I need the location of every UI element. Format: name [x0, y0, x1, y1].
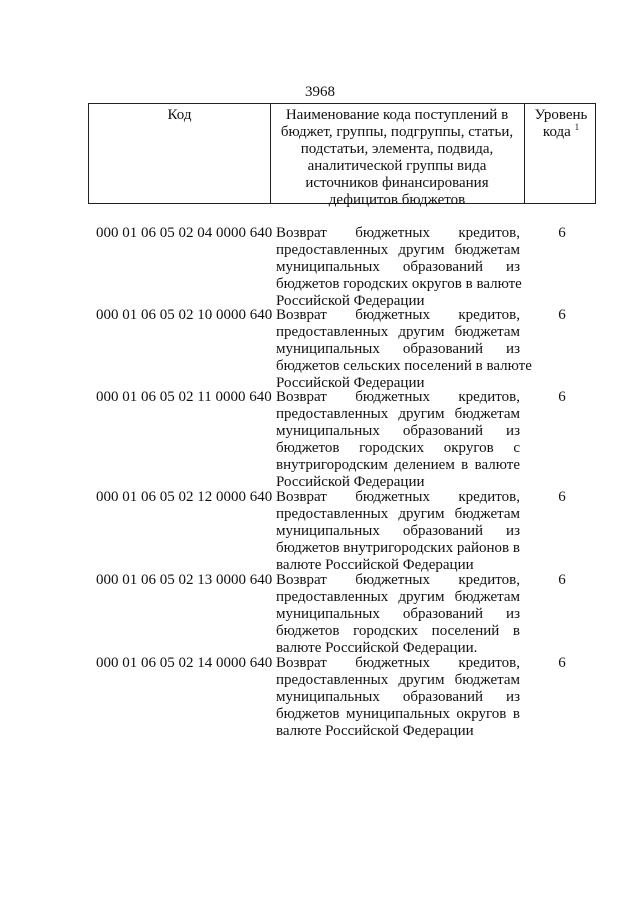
row-level: 6: [558, 307, 566, 323]
description-line: Российской Федерации: [276, 293, 425, 309]
description-line: Возврат бюджетных кредитов,: [276, 655, 520, 671]
description-line: муниципальных образований из: [276, 689, 520, 705]
row-code: 000 01 06 05 02 13 0000 640: [96, 572, 273, 588]
row-level: 6: [558, 655, 566, 671]
description-line: Возврат бюджетных кредитов,: [276, 572, 520, 588]
description-line: Российской Федерации: [276, 375, 425, 391]
row-level: 6: [558, 225, 566, 241]
footnote-marker: 1: [574, 122, 580, 132]
description-line: предоставленных другим бюджетам: [276, 324, 520, 340]
description-line: предоставленных другим бюджетам: [276, 506, 520, 522]
header-name-line: бюджет, группы, подгруппы, статьи,: [280, 124, 514, 140]
table-header: [88, 103, 596, 208]
description-line: муниципальных образований из: [276, 259, 520, 275]
header-name-line: аналитической группы вида: [307, 158, 487, 174]
header-level-line: [525, 124, 597, 141]
description-line: бюджетов муниципальных округов в: [276, 706, 520, 722]
row-description: [276, 655, 520, 740]
row-description: [276, 389, 520, 491]
description-line: предоставленных другим бюджетам: [276, 589, 520, 605]
description-line: бюджетов городских округов с: [276, 440, 520, 456]
row-level: 6: [558, 489, 566, 505]
row-code: 000 01 06 05 02 10 0000 640: [96, 307, 273, 323]
description-line: Возврат бюджетных кредитов,: [276, 389, 520, 405]
description-line: валюте Российской Федерации: [276, 557, 474, 573]
row-level: 6: [558, 572, 566, 588]
page-number: 3968: [305, 84, 335, 100]
row-description: [276, 572, 520, 657]
description-line: муниципальных образований из: [276, 523, 520, 539]
description-line: предоставленных другим бюджетам: [276, 406, 520, 422]
row-code: 000 01 06 05 02 14 0000 640: [96, 655, 273, 671]
description-line: муниципальных образований из: [276, 423, 520, 439]
description-line: муниципальных образований из: [276, 341, 520, 357]
header-name-line: подстатьи, элемента, подвида,: [300, 141, 494, 157]
row-code: 000 01 06 05 02 11 0000 640: [96, 389, 272, 405]
row-level: 6: [558, 389, 566, 405]
description-line: валюте Российской Федерации: [276, 723, 474, 739]
header-code: Код: [167, 107, 192, 123]
description-line: Возврат бюджетных кредитов,: [276, 225, 520, 241]
description-line: муниципальных образований из: [276, 606, 520, 622]
description-line: бюджетов городских поселений в: [276, 623, 520, 639]
description-line: Возврат бюджетных кредитов,: [276, 489, 520, 505]
description-line: предоставленных другим бюджетам: [276, 242, 520, 258]
description-line: внутригородским делением в валюте: [276, 457, 520, 473]
description-line: валюте Российской Федерации.: [276, 640, 478, 656]
description-line: Российской Федерации: [276, 474, 425, 490]
description-line: Возврат бюджетных кредитов,: [276, 307, 520, 323]
row-description: [276, 489, 520, 574]
row-description: [276, 225, 520, 310]
description-line: предоставленных другим бюджетам: [276, 672, 520, 688]
header-name-line: дефицитов бюджетов: [328, 192, 466, 208]
header-level: [525, 107, 597, 141]
description-line: бюджетов внутригородских районов в: [276, 540, 520, 556]
header-level-line: Уровень: [534, 107, 588, 123]
header-name: [275, 107, 519, 209]
description-line: бюджетов городских округов в валюте: [276, 276, 522, 292]
column-divider: [270, 104, 271, 203]
header-level-text: кода: [542, 124, 571, 140]
header-name-line: источников финансирования: [305, 175, 489, 191]
row-description: [276, 307, 532, 392]
header-name-line: Наименование кода поступлений в: [285, 107, 509, 123]
row-code: 000 01 06 05 02 04 0000 640: [96, 225, 273, 241]
row-code: 000 01 06 05 02 12 0000 640: [96, 489, 273, 505]
description-line: бюджетов сельских поселений в валюте: [276, 358, 532, 374]
